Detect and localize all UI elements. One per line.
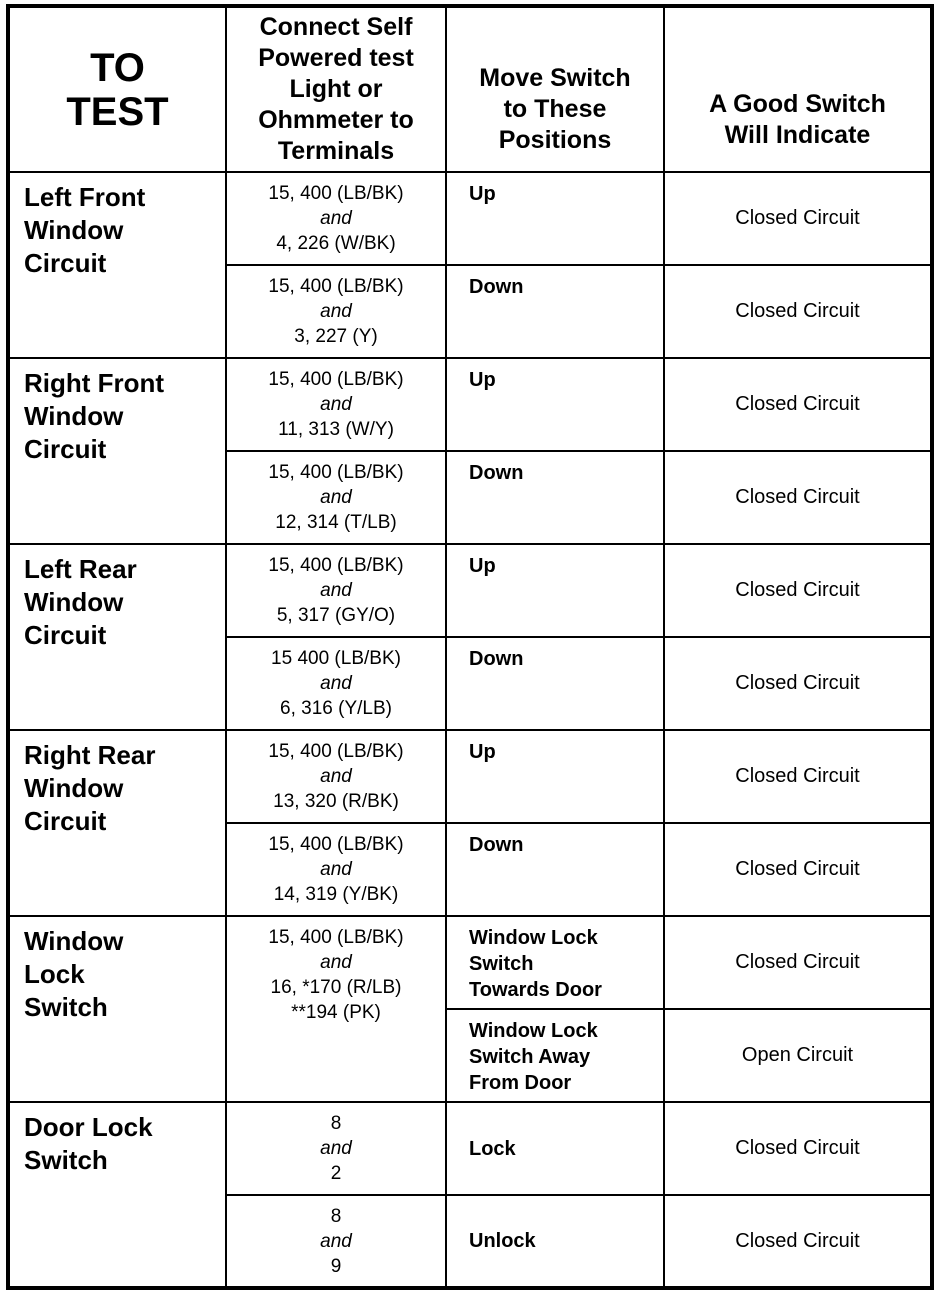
- terminals-cell: 15, 400 (LB/BK) and 16, *170 (R/LB) **194 (PK): [226, 916, 446, 1102]
- result-cell: Closed Circuit: [664, 358, 932, 451]
- position-cell: Up: [446, 358, 664, 451]
- position-cell: Down: [446, 451, 664, 544]
- result-cell: Closed Circuit: [664, 265, 932, 358]
- terminals-cell: 15, 400 (LB/BK) and 12, 314 (T/LB): [226, 451, 446, 544]
- header-connect-terminals: Connect Self Powered test Light or Ohmmeter to Terminals: [226, 6, 446, 172]
- result-cell: Closed Circuit: [664, 544, 932, 637]
- position-cell: Unlock: [446, 1195, 664, 1288]
- terminals-cell: 8 and 9: [226, 1195, 446, 1288]
- group-label-right-rear-window: Right Rear Window Circuit: [8, 730, 226, 916]
- position-cell: Down: [446, 265, 664, 358]
- terminals-cell: 8 and 2: [226, 1102, 446, 1195]
- terminals-cell: 15, 400 (LB/BK) and 13, 320 (R/BK): [226, 730, 446, 823]
- group-label-window-lock-switch: Window Lock Switch: [8, 916, 226, 1102]
- result-cell: Closed Circuit: [664, 1195, 932, 1288]
- header-good-switch: A Good Switch Will Indicate: [664, 6, 932, 172]
- switch-test-table: [6, 4, 934, 1290]
- position-cell: Window Lock Switch Away From Door: [446, 1009, 664, 1102]
- group-label-door-lock-switch: Door Lock Switch: [8, 1102, 226, 1288]
- terminals-cell: 15, 400 (LB/BK) and 11, 313 (W/Y): [226, 358, 446, 451]
- position-cell: Up: [446, 172, 664, 265]
- table-row: [8, 544, 932, 637]
- table-row: [8, 916, 932, 1009]
- terminals-cell: 15, 400 (LB/BK) and 4, 226 (W/BK): [226, 172, 446, 265]
- header-row: [8, 6, 932, 172]
- terminals-cell: 15 400 (LB/BK) and 6, 316 (Y/LB): [226, 637, 446, 730]
- terminals-cell: 15, 400 (LB/BK) and 14, 319 (Y/BK): [226, 823, 446, 916]
- result-cell: Closed Circuit: [664, 172, 932, 265]
- table-row: [8, 1102, 932, 1195]
- result-cell: Closed Circuit: [664, 637, 932, 730]
- group-label-left-front-window: Left Front Window Circuit: [8, 172, 226, 358]
- group-label-left-rear-window: Left Rear Window Circuit: [8, 544, 226, 730]
- result-cell: Closed Circuit: [664, 730, 932, 823]
- result-cell: Closed Circuit: [664, 1102, 932, 1195]
- position-cell: Up: [446, 544, 664, 637]
- table-row: [8, 730, 932, 823]
- table-row: [8, 358, 932, 451]
- position-cell: Window Lock Switch Towards Door: [446, 916, 664, 1009]
- result-cell: Closed Circuit: [664, 451, 932, 544]
- position-cell: Up: [446, 730, 664, 823]
- terminals-cell: 15, 400 (LB/BK) and 5, 317 (GY/O): [226, 544, 446, 637]
- table-row: [8, 172, 932, 265]
- position-cell: Down: [446, 823, 664, 916]
- result-cell: Closed Circuit: [664, 916, 932, 1009]
- result-cell: Closed Circuit: [664, 823, 932, 916]
- result-cell: Open Circuit: [664, 1009, 932, 1102]
- header-move-switch: Move Switch to These Positions: [446, 6, 664, 172]
- terminals-cell: 15, 400 (LB/BK) and 3, 227 (Y): [226, 265, 446, 358]
- position-cell: Lock: [446, 1102, 664, 1195]
- position-cell: Down: [446, 637, 664, 730]
- header-to-test: TO TEST: [8, 6, 226, 172]
- group-label-right-front-window: Right Front Window Circuit: [8, 358, 226, 544]
